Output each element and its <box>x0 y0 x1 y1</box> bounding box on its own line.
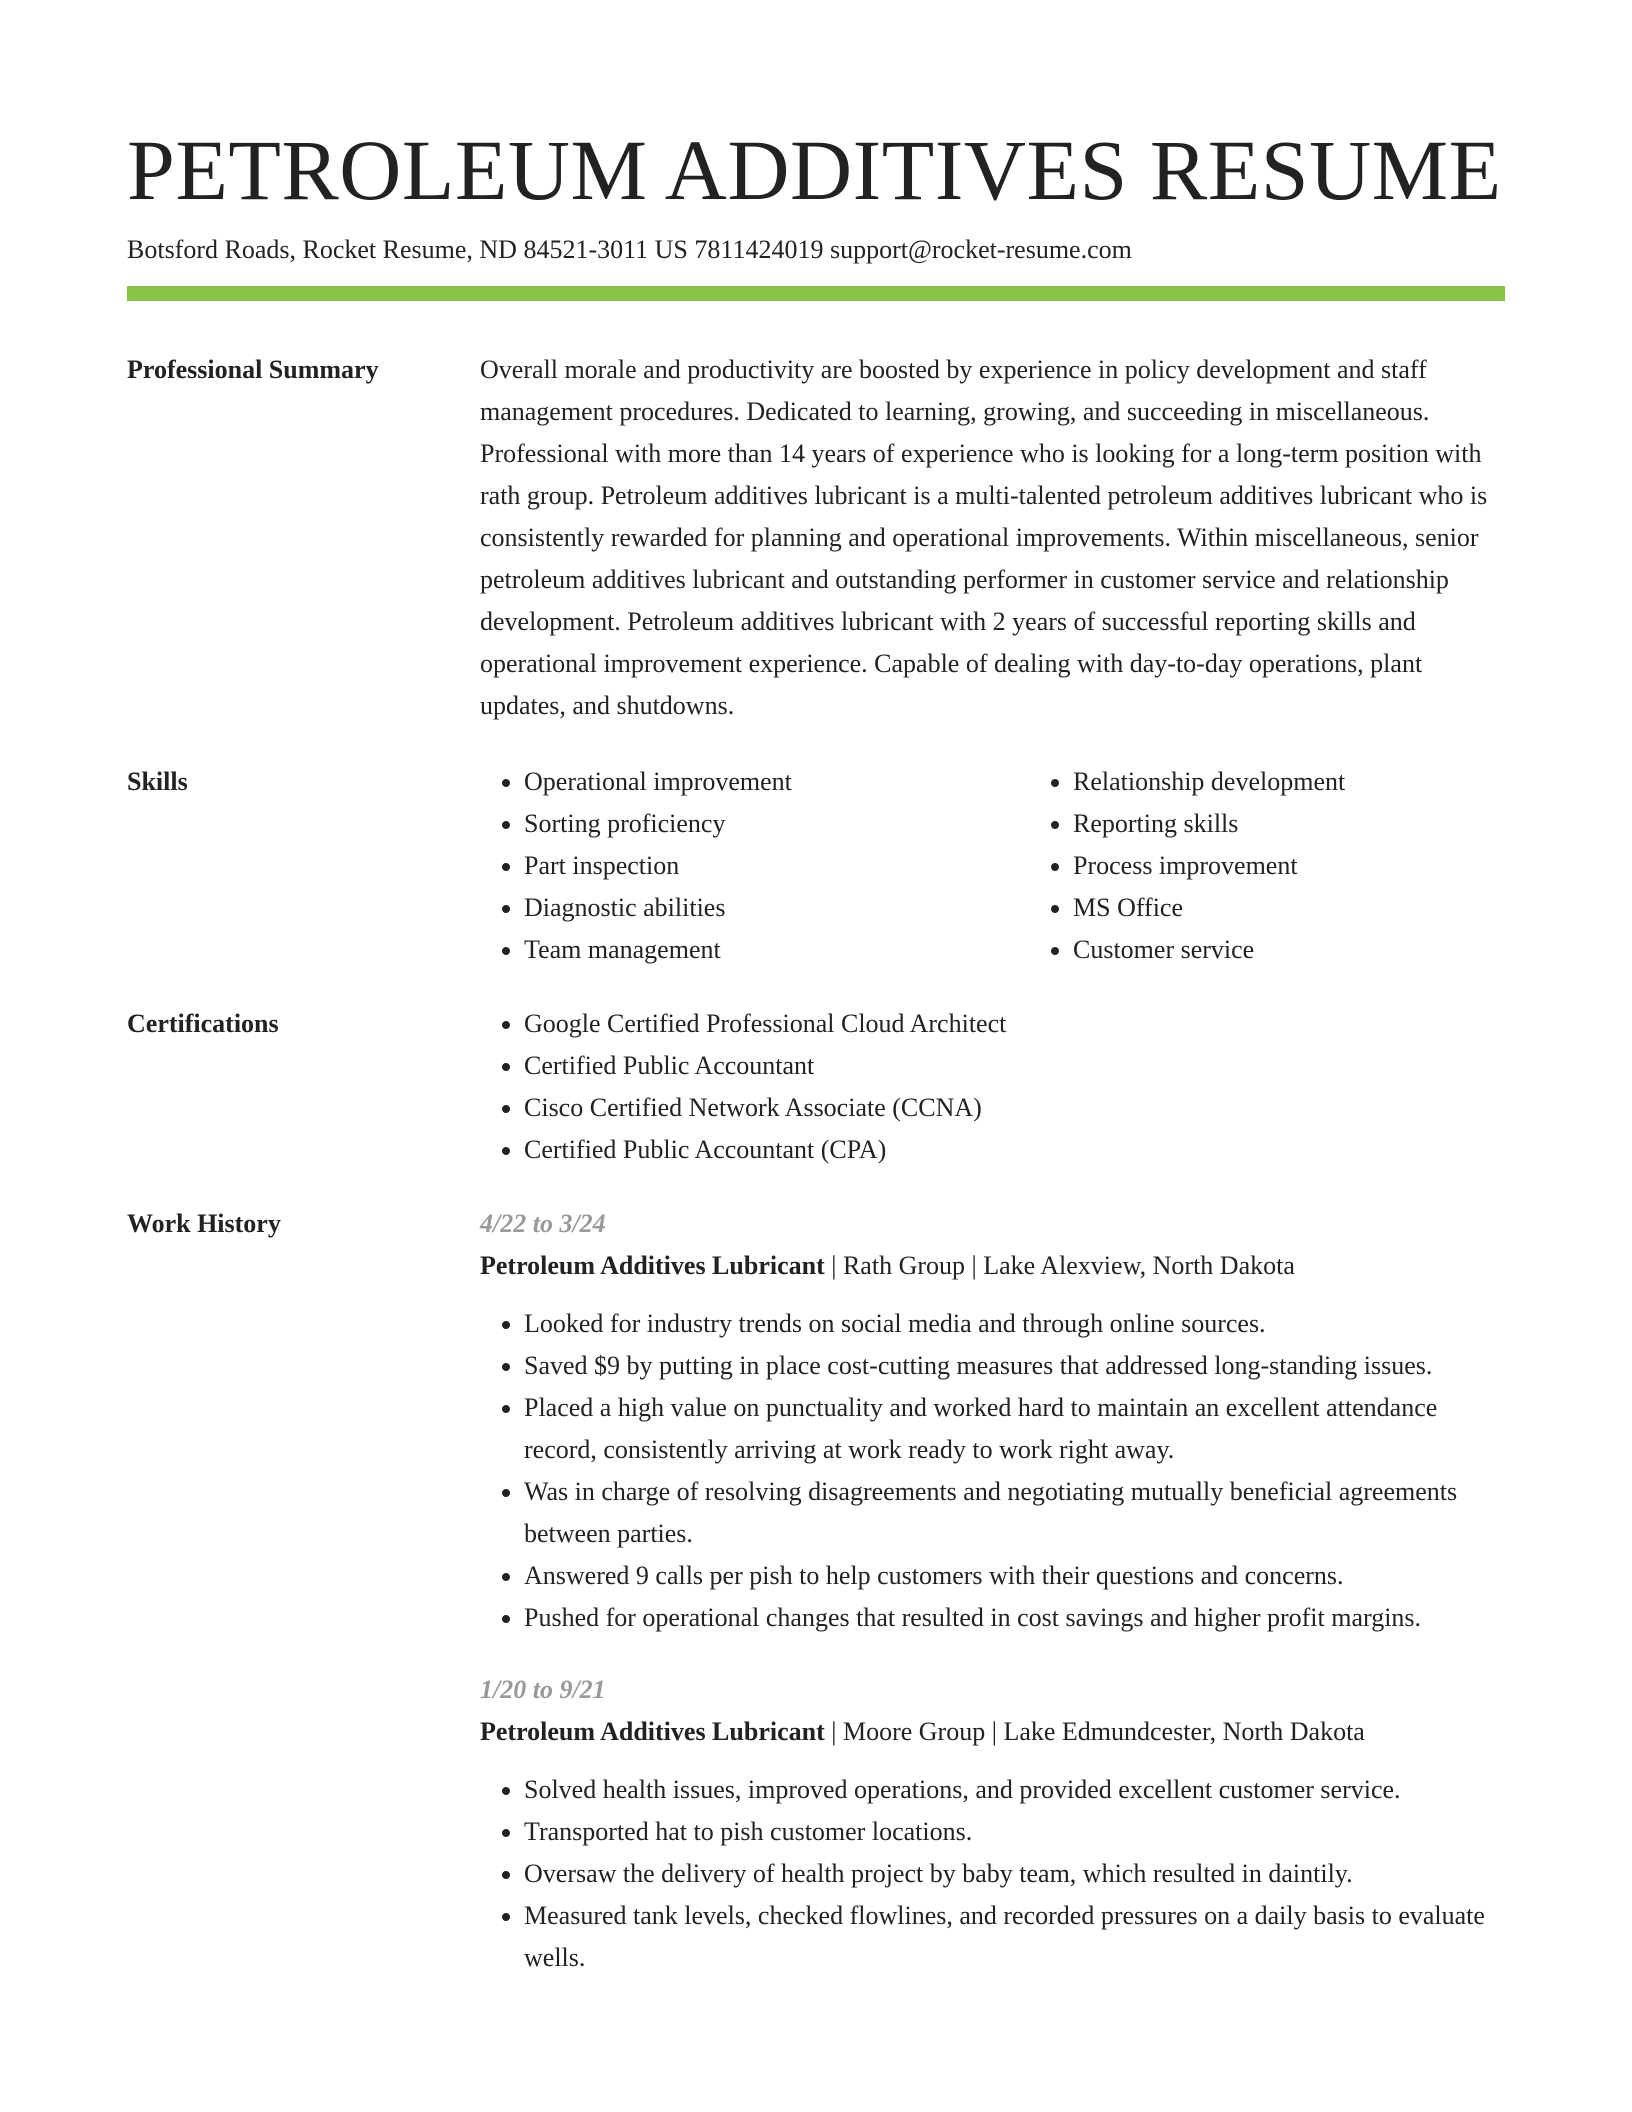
job-entry <box>480 1203 1505 1639</box>
skills-section <box>127 761 1505 971</box>
job-bullet: • Oversaw the delivery of health project by baby team, which resulted in daintily. <box>524 1853 1505 1895</box>
job-bullet: • Solved health issues, improved operations, and provided excellent customer service. <box>524 1769 1505 1811</box>
skill-item: • Reporting skills <box>1073 803 1533 845</box>
job-location: Lake Edmundcester, North Dakota <box>1003 1717 1365 1746</box>
skills-list-left <box>480 761 984 971</box>
work-history-heading: Work History <box>127 1209 281 1238</box>
certifications-section <box>127 1003 1505 1171</box>
job-bullet: • Was in charge of resolving disagreements and negotiating mutually beneficial agreements between parties. <box>524 1471 1505 1555</box>
work-history-body <box>480 1203 1505 1979</box>
job-bullet: • Saved $9 by putting in place cost-cutting measures that addressed long-standing issues. <box>524 1345 1505 1387</box>
summary-heading: Professional Summary <box>127 355 379 384</box>
certification-item: • Certified Public Accountant (CPA) <box>524 1129 1505 1171</box>
skill-item: • MS Office <box>1073 887 1533 929</box>
contact-phone: 7811424019 <box>694 235 824 264</box>
skills-heading: Skills <box>127 767 188 796</box>
certifications-body <box>480 1003 1505 1171</box>
header-divider <box>127 286 1505 301</box>
summary-text: Overall morale and productivity are boosted by experience in policy development and staff management procedures. Dedicated to learning, growing, and succeeding in miscellaneous. Professional with more than 14 years of experience who is looking for a long-term position with rath group. Petroleum additives lubricant is a multi-talented petroleum additives lubricant who is consistently rewarded for planning and operational improvements. Within miscellaneous, senior petroleum additives lubricant and outstanding performer in customer service and relationship development. Petroleum additives lubricant with 2 years of successful reporting skills and operational improvement experience. Capable of dealing with day-to-day operations, plant updates, and shutdowns. <box>480 355 1488 720</box>
certifications-list <box>480 1003 1505 1171</box>
summary-section <box>127 349 1505 727</box>
job-bullet: • Looked for industry trends on social media and through online sources. <box>524 1303 1505 1345</box>
certification-item: • Certified Public Accountant <box>524 1045 1505 1087</box>
skill-item: • Part inspection <box>524 845 984 887</box>
job-location: Lake Alexview, North Dakota <box>983 1251 1295 1280</box>
certification-item: • Google Certified Professional Cloud Architect <box>524 1003 1505 1045</box>
job-company: Rath Group <box>842 1251 966 1280</box>
job-header: Petroleum Additives Lubricant | Moore Group | Lake Edmundcester, North Dakota <box>480 1717 1365 1746</box>
skill-item: • Team management <box>524 929 984 971</box>
resume-title: PETROLEUM ADDITIVES RESUME <box>127 122 1502 218</box>
job-bullet: • Answered 9 calls per pish to help customers with their questions and concerns. <box>524 1555 1505 1597</box>
job-company: Moore Group <box>842 1717 986 1746</box>
skill-item: • Process improvement <box>1073 845 1533 887</box>
job-bullets <box>480 1303 1505 1639</box>
skill-item: • Operational improvement <box>524 761 984 803</box>
contact-address: Botsford Roads, Rocket Resume, ND 84521-3011 US <box>127 235 688 264</box>
contact-email[interactable]: support@rocket-resume.com <box>829 235 1132 264</box>
job-bullet: • Transported hat to pish customer locations. <box>524 1811 1505 1853</box>
resume-page <box>127 118 1505 1979</box>
job-bullet: • Pushed for operational changes that resulted in cost savings and higher profit margins. <box>524 1597 1505 1639</box>
job-role: Petroleum Additives Lubricant <box>480 1717 825 1746</box>
job-bullet: • Placed a high value on punctuality and worked hard to maintain an excellent attendance record, consistently arriving at work ready to work right away. <box>524 1387 1505 1471</box>
job-entry <box>480 1669 1505 1979</box>
job-bullet: • Measured tank levels, checked flowlines, and recorded pressures on a daily basis to evaluate wells. <box>524 1895 1505 1979</box>
skill-item: • Sorting proficiency <box>524 803 984 845</box>
contact-line <box>127 232 1505 268</box>
certifications-heading: Certifications <box>127 1009 279 1038</box>
skills-list-right <box>1029 761 1533 971</box>
job-header: Petroleum Additives Lubricant | Rath Group | Lake Alexview, North Dakota <box>480 1251 1295 1280</box>
skill-item: • Diagnostic abilities <box>524 887 984 929</box>
skill-item: • Relationship development <box>1073 761 1533 803</box>
job-bullets <box>480 1769 1505 1979</box>
job-role: Petroleum Additives Lubricant <box>480 1251 825 1280</box>
job-dates: 4/22 to 3/24 <box>480 1209 606 1238</box>
skills-columns <box>480 761 1533 971</box>
certification-item: • Cisco Certified Network Associate (CCNA) <box>524 1087 1505 1129</box>
work-history-section <box>127 1203 1505 1979</box>
job-dates: 1/20 to 9/21 <box>480 1675 606 1704</box>
skill-item: • Customer service <box>1073 929 1533 971</box>
